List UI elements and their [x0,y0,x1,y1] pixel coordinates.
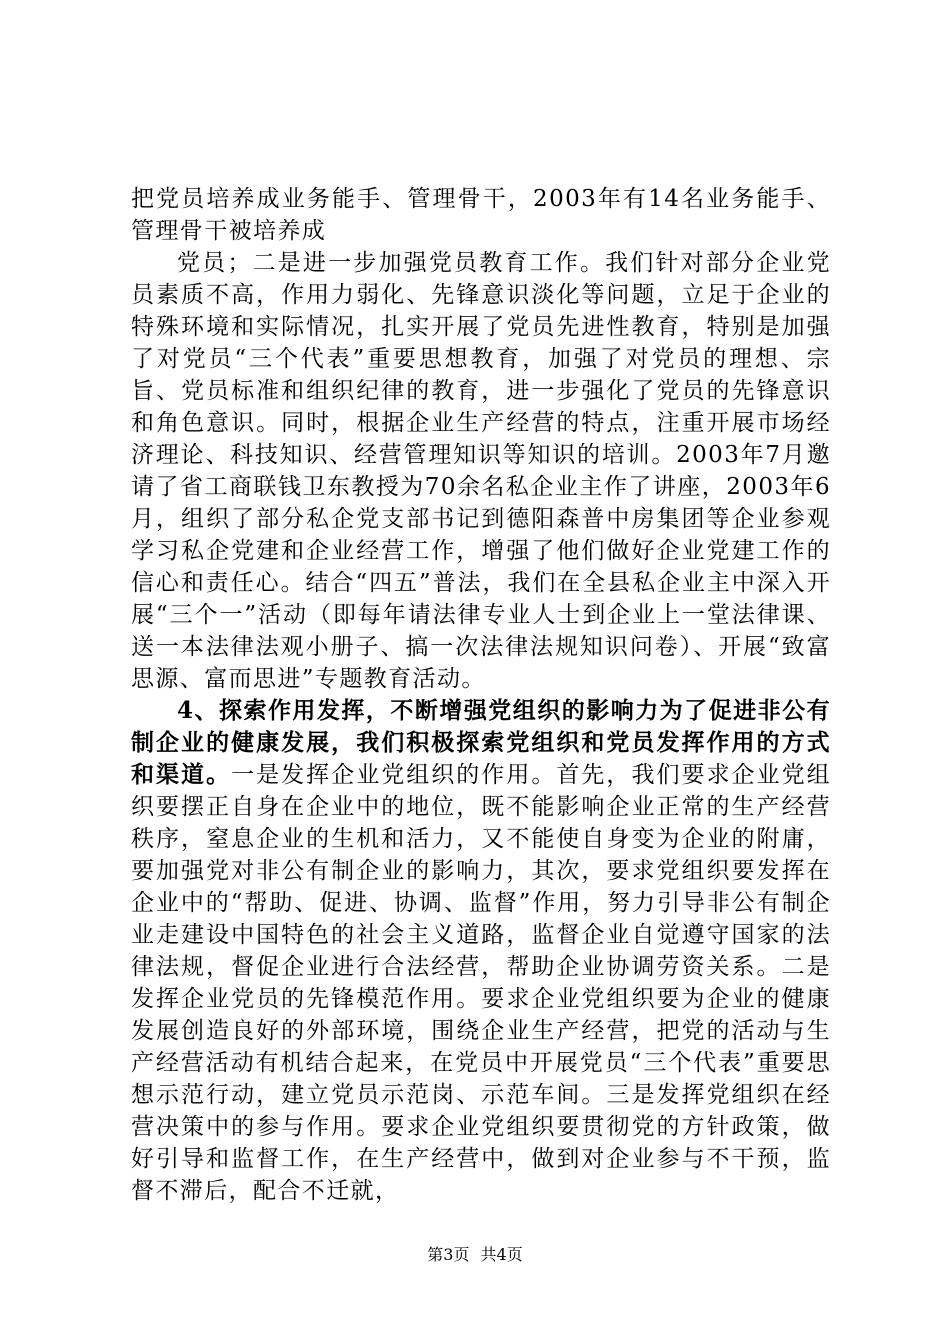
paragraph-1: 把党员培养成业务能手、管理骨干，2003年有14名业务能手、管理骨干被培养成 [131,186,831,244]
paragraph-3 [131,695,831,1207]
page-number-current: 第3页 [427,1245,470,1264]
paragraph-3-heading: 4、探索作用发挥，不断增强党组织的影响力为了促进非公有制企业的健康发展，我们积极探索党组织和党员发挥作用的方式和渠道。 [131,697,831,788]
page-footer [0,1245,950,1265]
paragraph-2: 党员；二是进一步加强党员教育工作。我们针对部分企业党员素质不高，作用力弱化、先锋意识淡化等问题，立足于企业的特殊环境和实际情况，扎实开展了党员先进性教育，特别是加强了对党员“三个代表”重要思想教育，加强了对党员的理想、宗旨、党员标准和组织纪律的教育，进一步强化了党员的先锋意识和角色意识。同时，根据企业生产经营的特点，注重开展市场经济理论、科技知识、经营管理知识等知识的培训。2003年7月邀请了省工商联钱卫东教授为70余名私企业主作了讲座，2003年6月，组织了部分私企党支部书记到德阳森普中房集团等企业参观学习私企党建和企业经营工作，增强了他们做好企业党建工作的信心和责任心。结合“四五”普法，我们在全县私企业主中深入开展“三个一”活动（即每年请法律专业人士到企业上一堂法律课、送一本法律法观小册子、搞一次法律法规知识问卷）、开展“致富思源、富而思进”专题教育活动。 [131,250,831,692]
document-body [131,183,831,1207]
page-number-total: 共4页 [480,1245,523,1264]
paragraph-3-body: 一是发挥企业党组织的作用。首先，我们要求企业党组织要摆正自身在企业中的地位，既不能影响企业正常的生产经营秩序，窒息企业的生机和活力，又不能使自身变为企业的附庸，要加强党对非公有制企业的影响力，其次，要求党组织要发挥在企业中的“帮助、促进、协调、监督”作用，努力引导非公有制企业走建设中国特色的社会主义道路，监督企业自觉遵守国家的法律法规，督促企业进行合法经营，帮助企业协调劳资关系。二是发挥企业党员的先锋模范作用。要求企业党组织要为企业的健康发展创造良好的外部环境，围绕企业生产经营，把党的活动与生产经营活动有机结合起来，在党员中开展党员“三个代表”重要思想示范行动，建立党员示范岗、示范车间。三是发挥党组织在经营决策中的参与作用。要求企业党组织要贯彻党的方针政策，做好引导和监督工作，在生产经营中，做到对企业参与不干预，监督不滞后，配合不迁就， [131,762,831,1204]
